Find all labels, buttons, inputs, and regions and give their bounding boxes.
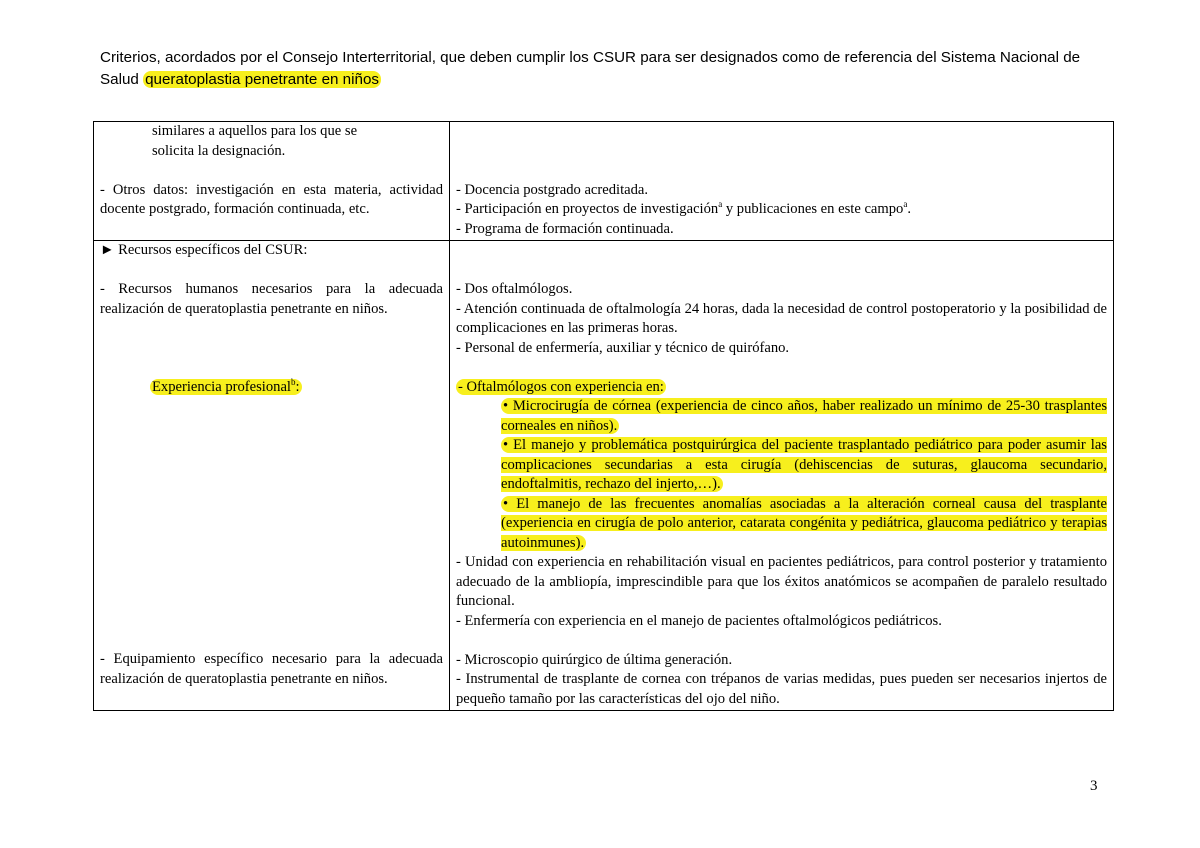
- right-item: - Personal de enfermería, auxiliar y técnico de quirófano.: [456, 339, 790, 356]
- right-item: - Unidad con experiencia en rehabilitación visual en pacientes pediátricos, para control posterior y tratamiento adecuado de la ambliopía, imprescindible para que los éxitos anatómicos se acompañen de paralelo resultado funcional.: [456, 554, 1107, 609]
- left-continuation-line: solicita la designación.: [152, 142, 286, 159]
- left-cell: [94, 241, 450, 711]
- right-item: - Enfermería con experiencia en el manejo de pacientes oftalmológicos pediátricos.: [456, 612, 942, 629]
- right-cell: [450, 241, 1114, 711]
- header-highlight: queratoplastia penetrante en niños: [145, 71, 379, 88]
- page-number: 3: [1090, 778, 1098, 794]
- table-row: [94, 241, 1114, 711]
- right-item: - Participación en proyectos de investigación$^a$ y publicaciones en este campo$^a$.: [456, 199, 911, 217]
- left-equipment: - Equipamiento específico necesario para la adecuada realización de queratoplastia penetrante en niños.: [100, 651, 443, 687]
- right-item: - Microscopio quirúrgico de última generación.: [456, 651, 733, 668]
- experience-title: - Oftalmólogos con experiencia en:: [458, 378, 664, 395]
- document-header: [100, 47, 1110, 91]
- left-cell: [94, 122, 450, 241]
- experience-bullet: • El manejo de las frecuentes anomalías asociadas a la alteración corneal causa del trasplante (experiencia en cirugía de polo anterior, catarata congénita y pediátrica, glaucoma pediátrico y terapias autoinmunes).: [501, 495, 1107, 551]
- left-human-resources: - Recursos humanos necesarios para la adecuada realización de queratoplastia penetrante en niños.: [100, 281, 443, 317]
- left-continuation-line: similares a aquellos para los que se: [152, 123, 358, 139]
- right-item: - Instrumental de trasplante de cornea con trépanos de varias medidas, pues pueden ser necesarios injertos de pequeño tamaño por las características del ojo del niño.: [456, 671, 1107, 707]
- right-item: - Atención continuada de oftalmología 24 horas, dada la necesidad de control postoperatorio y la posibilidad de complicaciones en las primeras horas.: [456, 300, 1107, 336]
- right-item: - Docencia postgrado acreditada.: [456, 181, 649, 198]
- table-row: [94, 122, 1114, 241]
- right-cell: [450, 122, 1114, 241]
- experience-bullet: • El manejo y problemática postquirúrgica del paciente trasplantado pediátrico para poder asumir las complicaciones secundarias a esta cirugía (dehiscencias de suturas, glaucoma secundario, endoftalmitis, rechazo del injerto,…).: [501, 437, 1107, 492]
- left-other-data: - Otros datos: investigación en esta materia, actividad docente postgrado, formación continuada, etc.: [100, 181, 443, 217]
- experience-label: Experiencia profesional$^b$:: [152, 376, 300, 395]
- criteria-table: [93, 121, 1114, 711]
- section-title: ► Recursos específicos del CSUR:: [100, 242, 308, 258]
- header-text: Criterios, acordados por el Consejo Interterritorial, que deben cumplir los CSUR para ser designados como de referencia del Sistema Nacional de Salud: [100, 49, 1081, 88]
- experience-bullet: • Microcirugía de córnea (experiencia de cinco años, haber realizado un mínimo de 25-30 trasplantes corneales en niños).: [501, 398, 1107, 434]
- right-item: - Programa de formación continuada.: [456, 220, 674, 237]
- right-item: - Dos oftalmólogos.: [456, 281, 573, 297]
